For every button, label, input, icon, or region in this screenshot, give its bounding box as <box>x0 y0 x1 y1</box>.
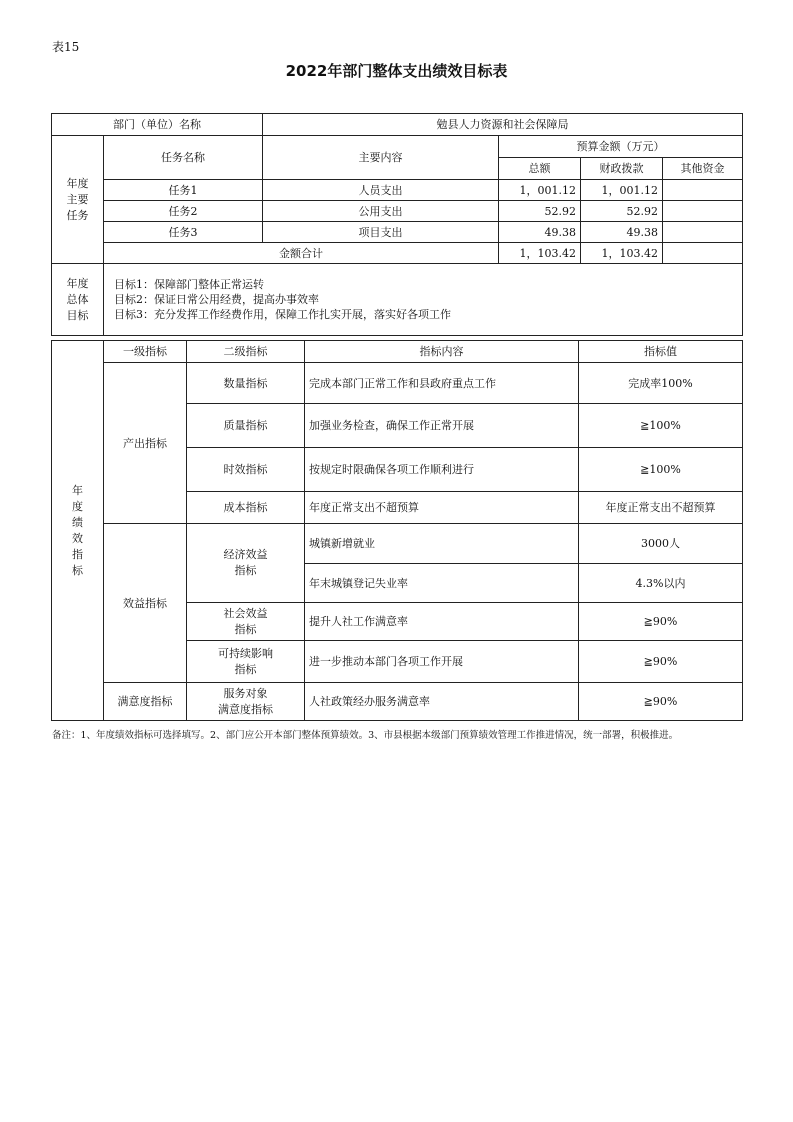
sustain-impact-level2: 可持续影响 指标 <box>187 641 305 683</box>
indicator-level2: 数量指标 <box>187 363 305 404</box>
goals-content <box>104 264 743 336</box>
table-row <box>52 524 743 564</box>
benefit-indicator-label: 效益指标 <box>104 524 187 683</box>
goal-item: 目标3：充分发挥工作经费作用，保障工作扎实开展，落实好各项工作 <box>114 308 451 321</box>
output-indicator-label: 产出指标 <box>104 363 187 524</box>
task-name: 任务2 <box>104 201 263 222</box>
task-total: 52.92 <box>499 201 581 222</box>
page-title: 2022年部门整体支出绩效目标表 <box>285 62 508 80</box>
table-row <box>52 222 743 243</box>
sum-fiscal: 1，103.42 <box>581 243 663 264</box>
col-level1: 一级指标 <box>104 341 187 363</box>
col-budget-amount: 预算金额（万元） <box>499 136 743 158</box>
dept-name: 勉县人力资源和社会保障局 <box>263 114 743 136</box>
table-row <box>52 180 743 201</box>
dept-label: 部门（单位）名称 <box>52 114 263 136</box>
indicator-content: 进一步推动本部门各项工作开展 <box>305 641 579 683</box>
task-total: 49.38 <box>499 222 581 243</box>
task-fiscal: 1，001.12 <box>581 180 663 201</box>
col-task-name: 任务名称 <box>104 136 263 180</box>
table-row <box>52 363 743 404</box>
goal-item: 目标1：保障部门整体正常运转 <box>114 278 264 291</box>
indicator-value: 年度正常支出不超预算 <box>579 492 743 524</box>
indicator-content: 年度正常支出不超预算 <box>305 492 579 524</box>
indicator-content: 完成本部门正常工作和县政府重点工作 <box>305 363 579 404</box>
economic-benefit-level2: 经济效益 指标 <box>187 524 305 603</box>
task-other <box>663 201 743 222</box>
tasks-section-label: 年度 主要 任务 <box>52 136 104 264</box>
col-other: 其他资金 <box>663 158 743 180</box>
indicators-table <box>51 340 743 721</box>
task-fiscal: 49.38 <box>581 222 663 243</box>
col-level2: 二级指标 <box>187 341 305 363</box>
indicator-level2: 时效指标 <box>187 448 305 492</box>
indicator-content: 按规定时限确保各项工作顺利进行 <box>305 448 579 492</box>
indicator-content: 加强业务检查，确保工作正常开展 <box>305 404 579 448</box>
col-fiscal: 财政拨款 <box>581 158 663 180</box>
satisfaction-level2: 服务对象 满意度指标 <box>187 683 305 721</box>
task-content: 人员支出 <box>263 180 499 201</box>
tasks-table <box>51 113 743 336</box>
goals-row <box>52 264 743 336</box>
task-fiscal: 52.92 <box>581 201 663 222</box>
indicator-level2: 质量指标 <box>187 404 305 448</box>
task-total: 1，001.12 <box>499 180 581 201</box>
sum-other <box>663 243 743 264</box>
goals-section-label: 年度 总体 目标 <box>52 264 104 336</box>
tasks-sum-row <box>52 243 743 264</box>
social-benefit-level2: 社会效益 指标 <box>187 603 305 641</box>
document-label: 表15 <box>52 40 80 54</box>
indicator-level2: 成本指标 <box>187 492 305 524</box>
indicators-section-label: 年 度 绩 效 指 标 <box>52 341 104 721</box>
sum-label: 金额合计 <box>104 243 499 264</box>
indicators-header-row <box>52 341 743 363</box>
indicator-value: ≧90% <box>579 603 743 641</box>
sum-total: 1，103.42 <box>499 243 581 264</box>
col-main-content: 主要内容 <box>263 136 499 180</box>
table-row <box>52 201 743 222</box>
tasks-header-row <box>52 136 743 158</box>
task-other <box>663 222 743 243</box>
indicator-value: ≧90% <box>579 641 743 683</box>
indicator-content: 人社政策经办服务满意率 <box>305 683 579 721</box>
indicator-content: 年末城镇登记失业率 <box>305 564 579 603</box>
task-other <box>663 180 743 201</box>
indicator-value: 3000人 <box>579 524 743 564</box>
dept-row <box>52 114 743 136</box>
satisfaction-indicator-label: 满意度指标 <box>104 683 187 721</box>
indicator-value: 4.3%以内 <box>579 564 743 603</box>
task-name: 任务3 <box>104 222 263 243</box>
col-indicator-value: 指标值 <box>579 341 743 363</box>
task-content: 公用支出 <box>263 201 499 222</box>
col-total: 总额 <box>499 158 581 180</box>
table-row <box>52 683 743 721</box>
goal-item: 目标2：保证日常公用经费，提高办事效率 <box>114 293 319 306</box>
col-indicator-content: 指标内容 <box>305 341 579 363</box>
indicator-value: ≧100% <box>579 448 743 492</box>
task-content: 项目支出 <box>263 222 499 243</box>
indicator-value: 完成率100% <box>579 363 743 404</box>
indicator-value: ≧90% <box>579 683 743 721</box>
task-name: 任务1 <box>104 180 263 201</box>
indicator-content: 提升人社工作满意率 <box>305 603 579 641</box>
indicator-content: 城镇新增就业 <box>305 524 579 564</box>
footnote: 备注：1、年度绩效指标可选择填写。2、部门应公开本部门整体预算绩效。3、市县根据本级部门预算绩效管理工作推进情况，统一部署，积极推进。 <box>52 730 679 741</box>
indicator-value: ≧100% <box>579 404 743 448</box>
